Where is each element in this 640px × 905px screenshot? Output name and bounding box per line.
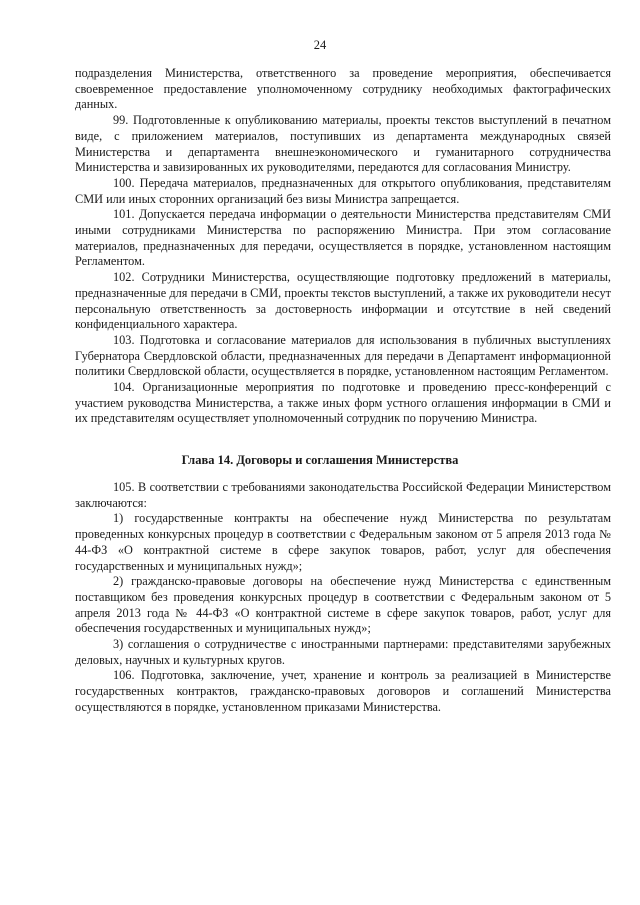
paragraph: 102. Сотрудники Министерства, осуществляющие подготовку предложений в материалы, предназначенные для передачи в СМИ, проекты текстов выступлений, а также их руководители несут персональную ответственность за достоверность информации и отсутствие в ней сведений конфиденциального характера. xyxy=(75,270,611,332)
paragraph: 103. Подготовка и согласование материалов для использования в публичных выступлениях Губернатора Свердловской области, предназначенных для передачи в Департамент информационной политики Свердловской области, осуществляется в порядке, установленном настоящим Регламентом. xyxy=(75,332,611,379)
paragraph: 1) государственные контракты на обеспечение нужд Министерства по результатам проведенных конкурсных процедур в соответствии с Федеральным законом от 5 апреля 2013 года № 44-ФЗ «О контрактной системе в сфере закупок товаров, работ, услуг для обеспечения государственных и муниципальных нужд»; xyxy=(75,511,611,573)
paragraph: 2) гражданско-правовые договоры на обеспечение нужд Министерства с единственным поставщиком без проведения конкурсных процедур в соответствии с Федеральным законом от 5 апреля 2013 года № 44-ФЗ «О контрактной системе в сфере закупок товаров, работ, услуг для обеспечения государственных и муниципальных нужд»; xyxy=(75,574,611,636)
paragraph: 99. Подготовленные к опубликованию материалы, проекты текстов выступлений в печатном виде, с приложением материалов, поступивших из департамента международных связей Министерства и департамента внешнеэкономического и гуманитарного сотрудничества Министерства и завизированных их руководителями, передаются для согласования Министру. xyxy=(75,113,611,175)
paragraph: 3) соглашения о сотрудничестве с иностранными партнерами: представителями зарубежных деловых, научных и культурных кругов. xyxy=(75,637,611,667)
paragraph: подразделения Министерства, ответственного за проведение мероприятия, обеспечивается своевременное предоставление уполномоченному сотруднику необходимых фактографических данных. xyxy=(75,66,611,112)
body-text-bottom xyxy=(75,480,611,716)
body-text-top xyxy=(75,66,611,427)
paragraph: 101. Допускается передача информации о деятельности Министерства представителям СМИ иными сотрудниками Министерства по распоряжению Министра. При этом согласование материалов, предназначенных для передачи, осуществляется в порядке, установленном настоящим Регламентом. xyxy=(75,207,611,269)
paragraph: 104. Организационные мероприятия по подготовке и проведению пресс-конференций с участием руководства Министерства, а также иных форм устного оглашения информации в СМИ и их представителям осуществляет уполномоченный сотрудник по поручению Министра. xyxy=(75,380,611,426)
page-number: 24 xyxy=(313,38,327,52)
paragraph: 106. Подготовка, заключение, учет, хранение и контроль за реализацией в Министерстве государственных контрактов, гражданско-правовых договоров и соглашений Министерства осуществляются в порядке, установленном приказами Министерства. xyxy=(75,668,611,714)
chapter-title: Глава 14. Договоры и соглашения Министерства xyxy=(181,453,459,467)
paragraph: 105. В соответствии с требованиями законодательства Российской Федерации Министерством заключаются: xyxy=(75,480,611,510)
paragraph: 100. Передача материалов, предназначенных для открытого опубликования, представителям СМИ или иных сторонних организаций без визы Министра запрещается. xyxy=(75,175,611,206)
